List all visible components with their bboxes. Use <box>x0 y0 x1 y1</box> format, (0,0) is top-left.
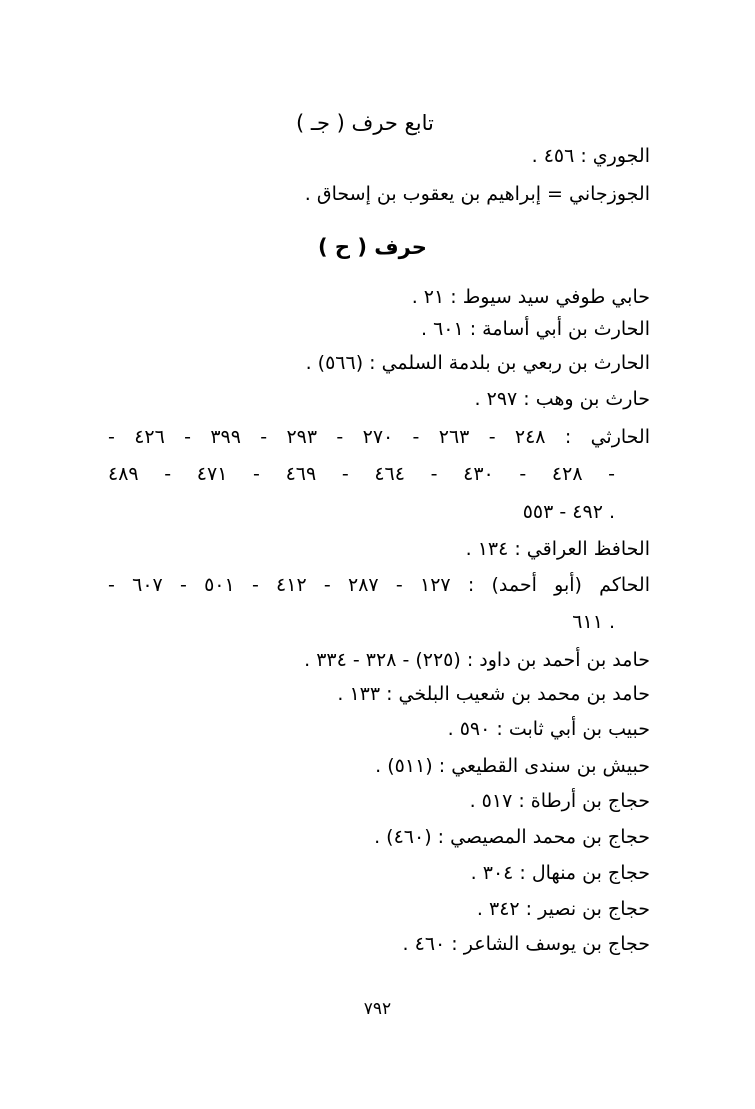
index-entry: حجاج بن محمد المصيصي : (٤٦٠) . <box>374 826 650 848</box>
index-entry: الحارث بن أبي أسامة : ٦٠١ . <box>420 318 650 340</box>
index-entry: الحافظ العراقي : ١٣٤ . <box>465 538 650 560</box>
index-entry: حجاج بن نصير : ٣٤٢ . <box>476 898 650 920</box>
index-entry: الجوري : ٤٥٦ . <box>531 145 650 167</box>
index-entry: حجاج بن يوسف الشاعر : ٤٦٠ . <box>402 933 650 955</box>
index-entry: الحارثي : ٢٤٨ - ٢٦٣ - ٢٧٠ - ٢٩٣ - ٣٩٩ - ٤٢٦ - <box>108 426 650 448</box>
page-number: ٧٩٢ <box>363 999 392 1019</box>
index-entry: حارث بن وهب : ٢٩٧ . <box>474 388 650 410</box>
continued-letter-heading: تابع حرف ( جـ ) <box>296 111 434 135</box>
index-entry-continuation: ٤٢٨ - ٤٣٠ - ٤٦٤ - ٤٦٩ - ٤٧١ - ٤٨٩ - <box>108 463 616 485</box>
index-entry: حجاج بن منهال : ٣٠٤ . <box>470 862 650 884</box>
index-entry: حامد بن محمد بن شعيب البلخي : ١٣٣ . <box>337 683 650 705</box>
index-entry: الجوزجاني = إبراهيم بن يعقوب بن إسحاق . <box>304 183 650 205</box>
index-entry: الحارث بن ربعي بن بلدمة السلمي : (٥٦٦) . <box>305 352 650 374</box>
index-entry-continuation: ٤٩٢ - ٥٥٣ . <box>522 501 615 523</box>
letter-section-heading: حرف ( ح ) <box>318 235 427 259</box>
index-entry-continuation: ٦١١ . <box>572 611 615 633</box>
index-entry: حجاج بن أرطاة : ٥١٧ . <box>469 790 650 812</box>
index-entry: حامد بن أحمد بن داود : (٢٢٥) - ٣٢٨ - ٣٣٤ . <box>304 649 650 671</box>
index-entry: حبيب بن أبي ثابت : ٥٩٠ . <box>447 718 650 740</box>
index-entry: حابي طوفي سيد سيوط : ٢١ . <box>411 286 650 308</box>
index-entry: الحاكم (أبو أحمد) : ١٢٧ - ٢٨٧ - ٤١٢ - ٥٠١ - ٦٠٧ - <box>108 574 650 596</box>
index-entry: حبيش بن سندى القطيعي : (٥١١) . <box>375 755 650 777</box>
